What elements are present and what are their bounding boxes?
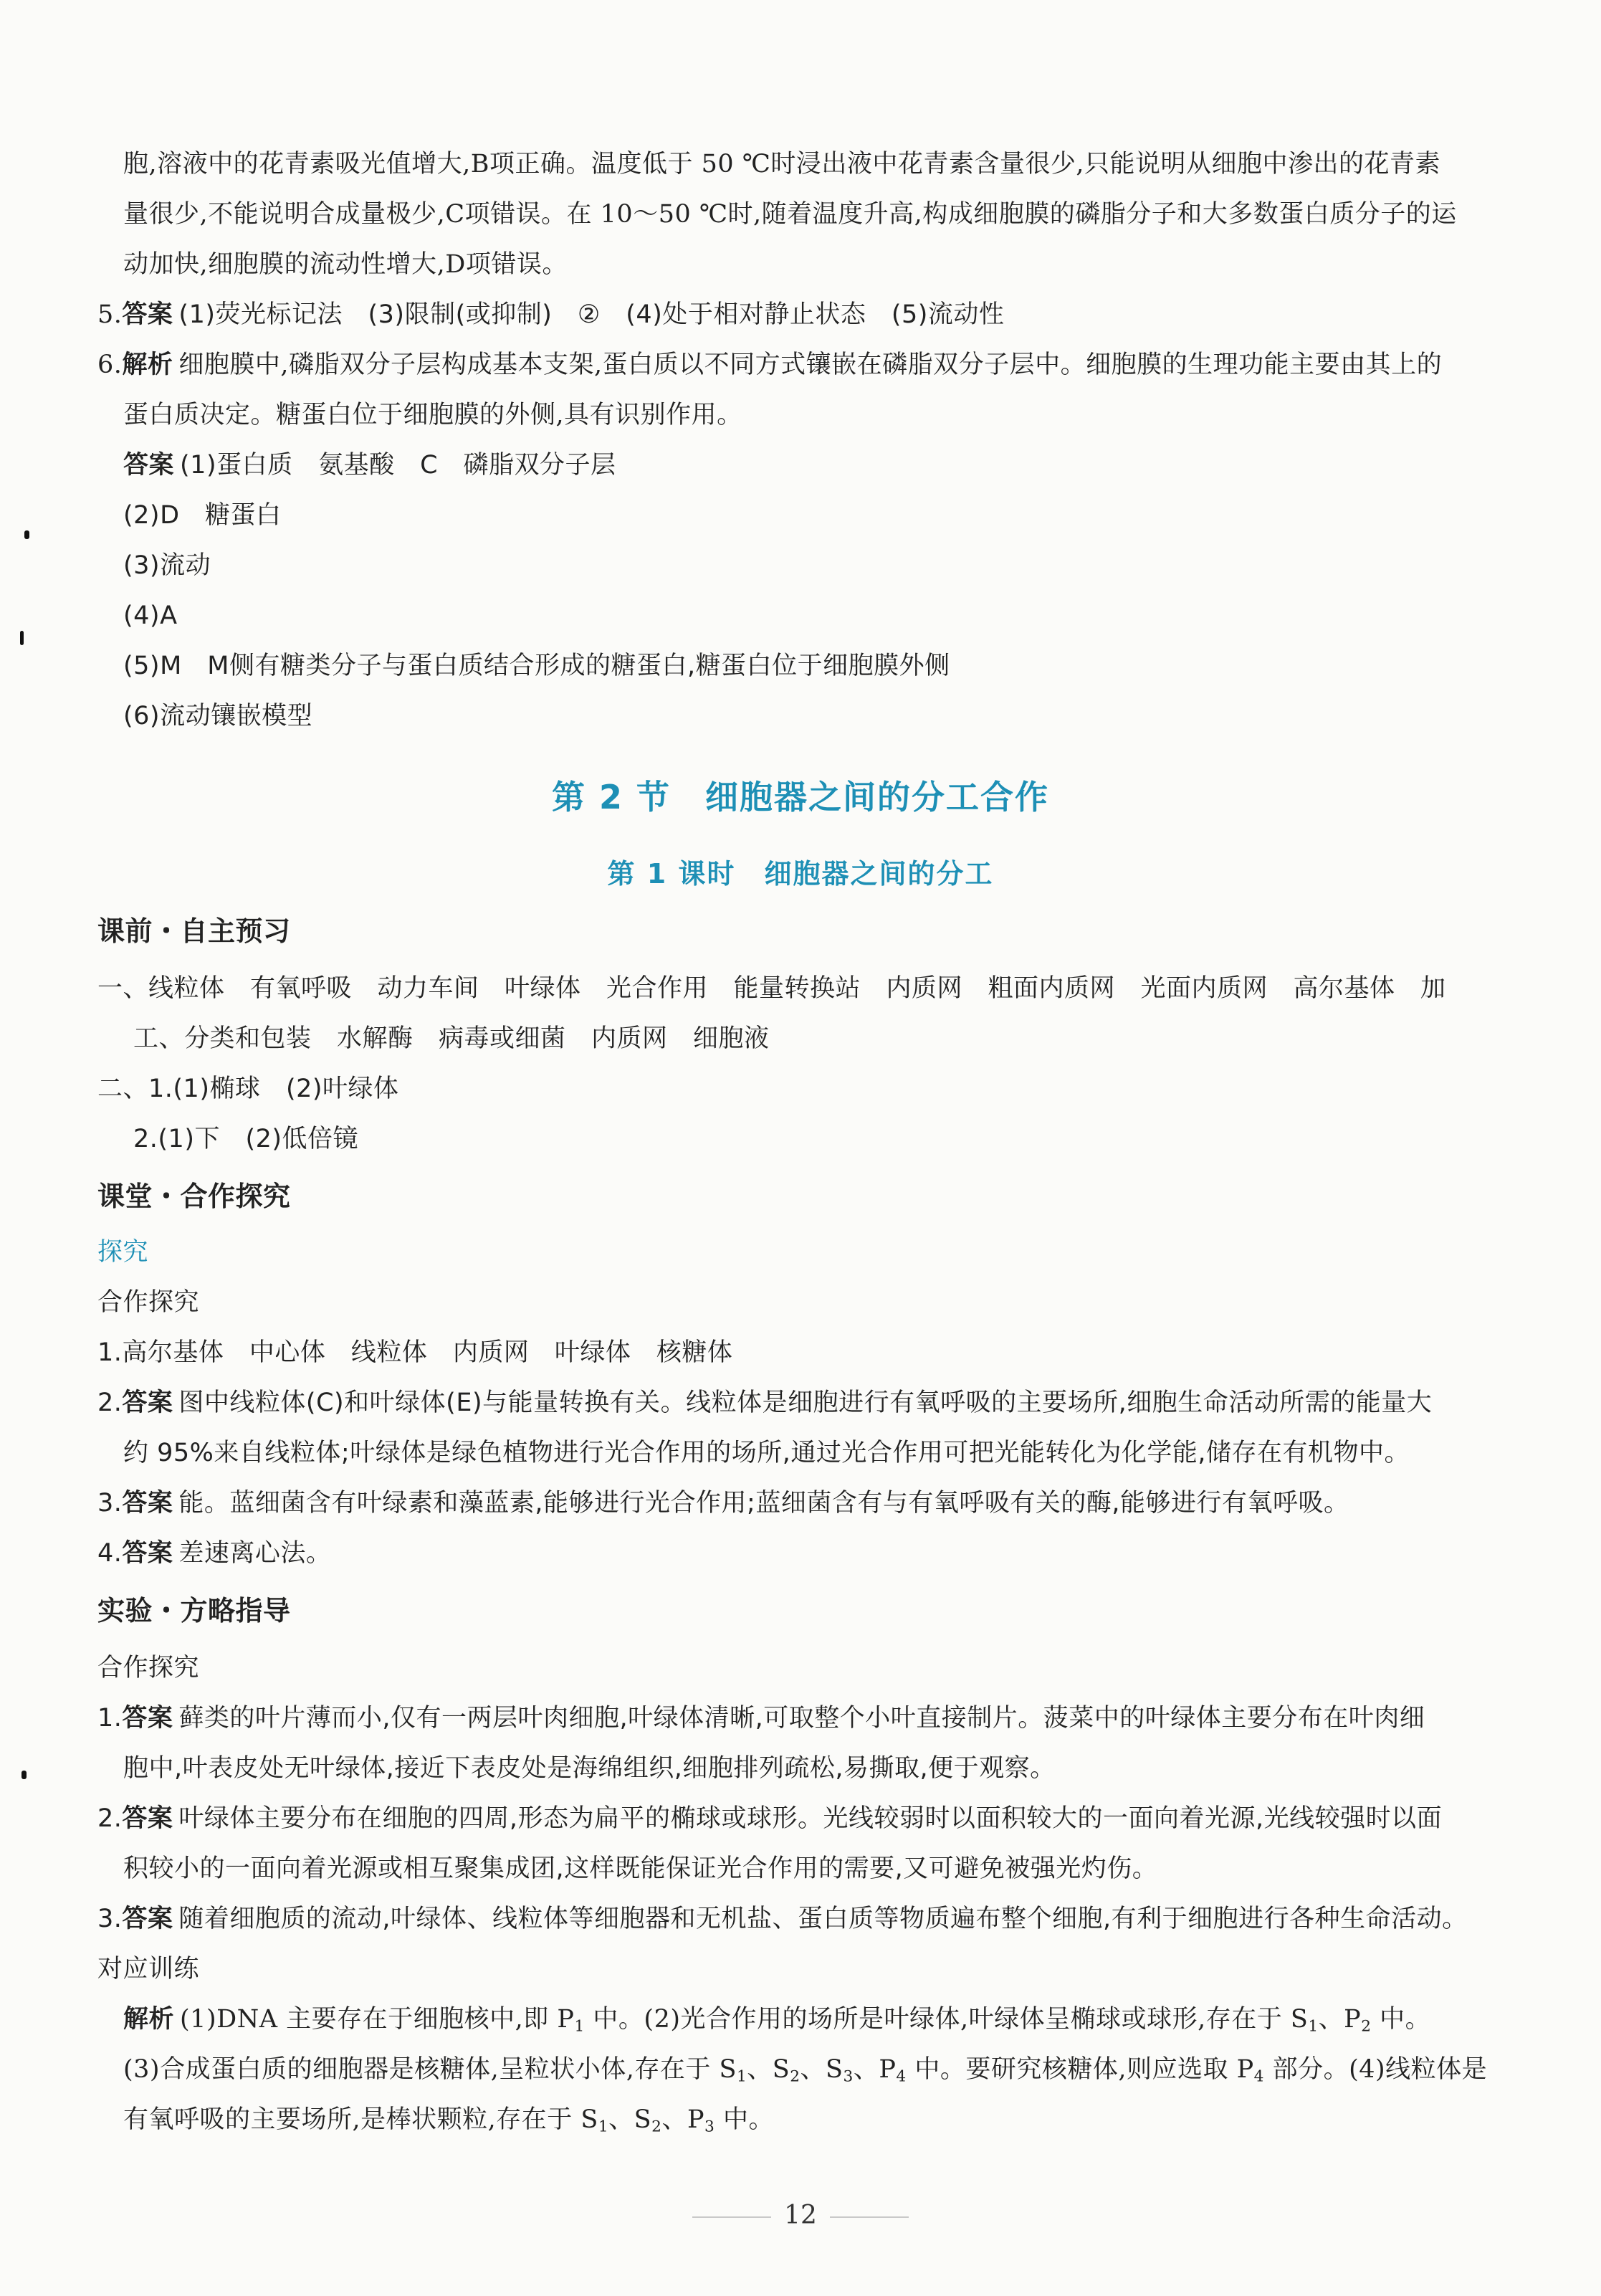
page-footer xyxy=(0,2201,1601,2230)
answer-label: 答案 xyxy=(122,1804,173,1833)
coop-label: 合作探究 xyxy=(97,1654,200,1682)
answer-label: 答案 xyxy=(122,1905,173,1933)
heading-in-class: 课堂・合作探究 xyxy=(97,1181,291,1212)
answer-label: 答案 xyxy=(123,451,175,480)
answer-e1: 1.答案 藓类的叶片薄而小,仅有一两层叶肉细胞,叶绿体清晰,可取整个小叶直接制片。菠菜中的叶绿体主要分布在叶肉细 xyxy=(97,1704,1425,1733)
footer-rule xyxy=(830,2216,909,2218)
text-line: 2.(1)下 (2)低倍镜 xyxy=(133,1125,359,1153)
text-line: 蛋白质决定。糖蛋白位于细胞膜的外侧,具有识别作用。 xyxy=(123,401,742,429)
answer-line: (2)D 糖蛋白 xyxy=(123,501,282,530)
heading-pre-class: 课前・自主预习 xyxy=(97,915,291,947)
text-line: 约 95%来自线粒体;叶绿体是绿色植物进行光合作用的场所,通过光合作用可把光能转化为化学能,储存在有机物中。 xyxy=(123,1439,1410,1467)
text-line: 二、1.(1)椭球 (2)叶绿体 xyxy=(97,1075,399,1103)
text-line: 胞,溶液中的花青素吸光值增大,B项正确。温度低于 50 ℃时浸出液中花青素含量很少,只能说明从细胞中渗出的花青素 xyxy=(123,150,1441,178)
scan-speck xyxy=(21,1771,27,1779)
answer-6: 答案 (1)蛋白质 氨基酸 C 磷脂双分子层 xyxy=(123,451,616,480)
answer-e3: 3.答案 随着细胞质的流动,叶绿体、线粒体等细胞器和无机盐、蛋白质等物质遍布整个细胞,有利于细胞进行各种生命活动。 xyxy=(97,1905,1468,1933)
scan-speck xyxy=(20,631,24,645)
answer-label: 答案 xyxy=(122,1704,173,1733)
answer-e2: 2.答案 叶绿体主要分布在细胞的四周,形态为扁平的椭球或球形。光线较弱时以面积较大的一面向着光源,光线较强时以面 xyxy=(97,1804,1443,1833)
coop-label: 合作探究 xyxy=(97,1288,200,1317)
training-label: 对应训练 xyxy=(97,1955,200,1983)
answer-c3: 3.答案 能。蓝细菌含有叶绿素和藻蓝素,能够进行光合作用;蓝细菌含有与有氧呼吸有关的酶,能够进行有氧呼吸。 xyxy=(97,1489,1349,1518)
answer-label: 答案 xyxy=(122,1539,173,1568)
analysis-label: 解析 xyxy=(123,2005,175,2034)
answer-c2: 2.答案 图中线粒体(C)和叶绿体(E)与能量转换有关。线粒体是细胞进行有氧呼吸的主要场所,细胞生命活动所需的能量大 xyxy=(97,1388,1433,1417)
section-title: 第 2 节 细胞器之间的分工合作 xyxy=(551,778,1050,816)
answer-label: 答案 xyxy=(122,300,173,329)
answer-line: (5)M M侧有糖类分子与蛋白质结合形成的糖蛋白,糖蛋白位于细胞膜外侧 xyxy=(123,652,950,680)
text-line: 有氧呼吸的主要场所,是棒状颗粒,存在于 $S_1$、$S_2$、$P_3$ 中。 xyxy=(123,2105,774,2136)
text-line: 1.高尔基体 中心体 线粒体 内质网 叶绿体 核糖体 xyxy=(97,1338,733,1367)
answer-label: 答案 xyxy=(122,1489,173,1518)
lesson-title: 第 1 课时 细胞器之间的分工 xyxy=(607,858,994,890)
answer-line: (6)流动镶嵌模型 xyxy=(123,702,313,730)
answer-c4: 4.答案 差速离心法。 xyxy=(97,1539,332,1568)
answer-line: (3)流动 xyxy=(123,551,211,580)
analysis-6: 6.解析 细胞膜中,磷脂双分子层构成基本支架,蛋白质以不同方式镶嵌在磷脂双分子层中。细胞膜的生理功能主要由其上的 xyxy=(97,351,1443,379)
footer-rule xyxy=(692,2216,771,2218)
scan-speck xyxy=(24,530,29,539)
text-line: 积较小的一面向着光源或相互聚集成团,这样既能保证光合作用的需要,又可避免被强光灼伤。 xyxy=(123,1854,1158,1883)
text-line: (3)合成蛋白质的细胞器是核糖体,呈粒状小体,存在于 $S_1$、$S_2$、$S_3$、$P_4$ 中。要研究核糖体,则应选取 $P_4$ 部分。(4)线粒体是 xyxy=(123,2055,1488,2086)
heading-lab: 实验・方略指导 xyxy=(97,1595,291,1626)
answer-label: 答案 xyxy=(122,1388,173,1417)
text-line: 一、线粒体 有氧呼吸 动力车间 叶绿体 光合作用 能量转换站 内质网 粗面内质网 光面内质网 高尔基体 加 xyxy=(97,974,1446,1003)
analysis-label: 解析 xyxy=(122,351,173,379)
analysis-training: 解析 (1)DNA 主要存在于细胞核中,即 $P_1$ 中。(2)光合作用的场所是叶绿体,叶绿体呈椭球或球形,存在于 $S_1$、$P_2$ 中。 xyxy=(123,2005,1431,2036)
explore-label: 探究 xyxy=(97,1238,149,1267)
text-line: 胞中,叶表皮处无叶绿体,接近下表皮处是海绵组织,细胞排列疏松,易撕取,便于观察。 xyxy=(123,1754,1056,1783)
answer-line: (4)A xyxy=(123,601,178,630)
page-number: 12 xyxy=(784,2201,817,2230)
text-line: 动加快,细胞膜的流动性增大,D项错误。 xyxy=(123,250,568,279)
answer-5: 5.答案 (1)荧光标记法 (3)限制(或抑制) ② (4)处于相对静止状态 (5)流动性 xyxy=(97,300,1005,329)
text-line: 量很少,不能说明合成量极少,C项错误。在 10～50 ℃时,随着温度升高,构成细胞膜的磷脂分子和大多数蛋白质分子的运 xyxy=(123,200,1457,229)
text-line: 工、分类和包装 水解酶 病毒或细菌 内质网 细胞液 xyxy=(133,1024,770,1053)
